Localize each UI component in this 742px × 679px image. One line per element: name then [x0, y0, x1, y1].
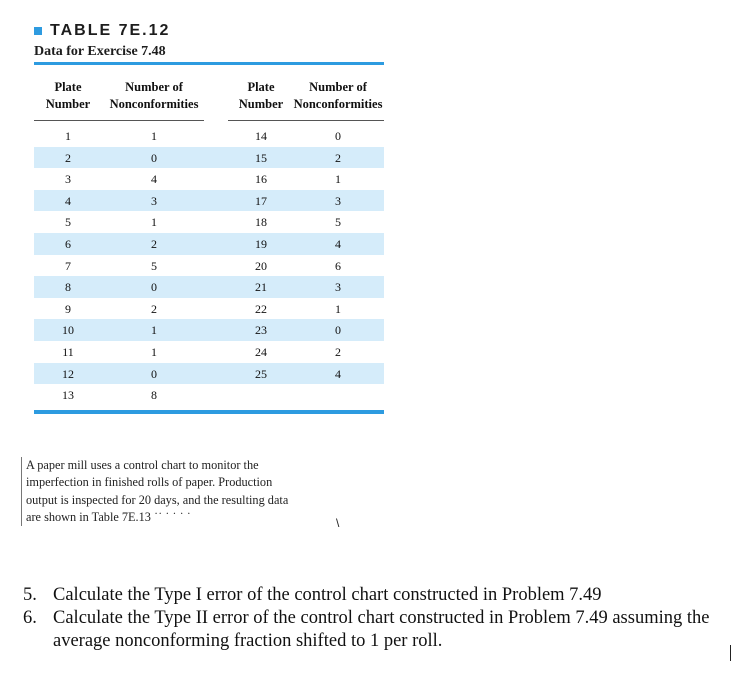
question-item: [23, 584, 742, 607]
nonconformities-cell: 4: [335, 236, 341, 251]
table-row: [34, 276, 384, 298]
data-table: [34, 62, 384, 414]
table-header: [34, 65, 384, 121]
plate-number-cell: 7: [65, 258, 71, 273]
nonconformities-cell: 0: [151, 150, 157, 165]
nonconformities-cell: 4: [151, 172, 157, 187]
table-body: [34, 121, 384, 406]
nonconformities-cell: 1: [151, 129, 157, 143]
nonconformities-cell: 2: [151, 301, 157, 316]
table-bottom-rule: [34, 410, 384, 414]
header-rule-left: [34, 120, 204, 121]
plate-number-cell: 21: [255, 280, 267, 295]
problem-line: are shown in Table 7E.13 ˙˙ ˙ ˙ ˙ ˙: [26, 509, 191, 524]
plate-number-cell: 18: [255, 215, 267, 230]
nonconformities-cell: 1: [151, 215, 157, 230]
nonconformities-cell: 4: [335, 366, 341, 381]
nonconformities-cell: 8: [151, 388, 157, 403]
plate-number-cell: 14: [255, 129, 267, 143]
nonconformities-cell: 0: [151, 280, 157, 295]
table-label-text: TABLE 7E.12: [50, 22, 171, 39]
plate-number-cell: 23: [255, 323, 267, 338]
nonconformities-cell: 3: [151, 193, 157, 208]
table-row: [34, 341, 384, 363]
problem-line: output is inspected for 20 days, and the resulting data: [26, 492, 289, 507]
nonconformities-cell: 0: [151, 366, 157, 381]
question-list: [23, 584, 742, 653]
nonconformities-cell: 5: [335, 215, 341, 230]
table-caption: Data for Exercise 7.48: [34, 44, 166, 59]
nonconformities-cell: 1: [151, 323, 157, 338]
plate-number-cell: 24: [255, 344, 267, 359]
nonconformities-cell: 2: [151, 236, 157, 251]
plate-number-cell: 22: [255, 301, 267, 316]
problem-line: imperfection in finished rolls of paper. Production: [26, 475, 273, 490]
plate-number-cell: 8: [65, 280, 71, 295]
nonconformities-cell: 6: [335, 258, 341, 273]
question-text: Calculate the Type II error of the control chart constructed in Problem 7.49 assuming the average nonconforming fraction shifted to 1 per roll.: [53, 608, 710, 651]
plate-number-cell: 11: [62, 344, 74, 359]
plate-number-cell: 25: [255, 366, 267, 381]
plate-number-cell: 19: [255, 236, 267, 251]
nonconformities-cell: 2: [335, 344, 341, 359]
table-row: [34, 168, 384, 190]
header-plate-number-left: Plate Number: [45, 80, 91, 111]
table-row: [34, 211, 384, 233]
problem-excerpt: [21, 457, 338, 526]
table-row: [34, 147, 384, 169]
plate-number-cell: 6: [65, 236, 71, 251]
question-number: 5.: [23, 585, 37, 605]
text-cursor-icon: [730, 645, 731, 661]
plate-number-cell: 3: [65, 172, 71, 187]
plate-number-cell: 15: [255, 150, 267, 165]
nonconformities-cell: 3: [335, 193, 341, 208]
plate-number-cell: 9: [65, 301, 71, 316]
square-bullet-icon: [34, 27, 42, 35]
plate-number-cell: 12: [62, 366, 74, 381]
nonconformities-cell: 0: [335, 323, 341, 338]
table-row: [34, 298, 384, 320]
problem-line: A paper mill uses a control chart to monitor the: [26, 458, 259, 472]
header-nonconformities-right: Number of Nonconformities: [293, 80, 383, 111]
nonconformities-cell: 1: [151, 344, 157, 359]
question-item: [23, 607, 742, 653]
nonconformities-cell: 2: [335, 150, 341, 165]
table-row: [34, 384, 384, 406]
table-label: [34, 22, 170, 40]
plate-number-cell: 2: [65, 150, 71, 165]
nonconformities-cell: 1: [335, 301, 341, 316]
header-nonconformities-left: Number of Nonconformities: [109, 80, 199, 111]
plate-number-cell: 10: [62, 323, 74, 338]
table-row: [34, 233, 384, 255]
nonconformities-cell: 0: [335, 129, 341, 143]
nonconformities-cell: 1: [335, 172, 341, 187]
plate-number-cell: 17: [255, 193, 267, 208]
nonconformities-cell: 3: [335, 280, 341, 295]
nonconformities-cell: 5: [151, 258, 157, 273]
table-row: [34, 255, 384, 277]
header-rule-right: [228, 120, 384, 121]
table-row: [34, 319, 384, 341]
plate-number-cell: 5: [65, 215, 71, 230]
table-row: [34, 190, 384, 212]
plate-number-cell: 20: [255, 258, 267, 273]
question-text: Calculate the Type I error of the control chart constructed in Problem 7.49: [53, 585, 602, 605]
plate-number-cell: 16: [255, 172, 267, 187]
mouse-cursor-mark: \: [336, 516, 340, 530]
table-row: [34, 363, 384, 385]
table-row: [34, 125, 384, 147]
question-number: 6.: [23, 608, 37, 628]
plate-number-cell: 1: [65, 129, 71, 143]
plate-number-cell: 13: [62, 388, 74, 403]
header-plate-number-right: Plate Number: [238, 80, 284, 111]
plate-number-cell: 4: [65, 193, 71, 208]
